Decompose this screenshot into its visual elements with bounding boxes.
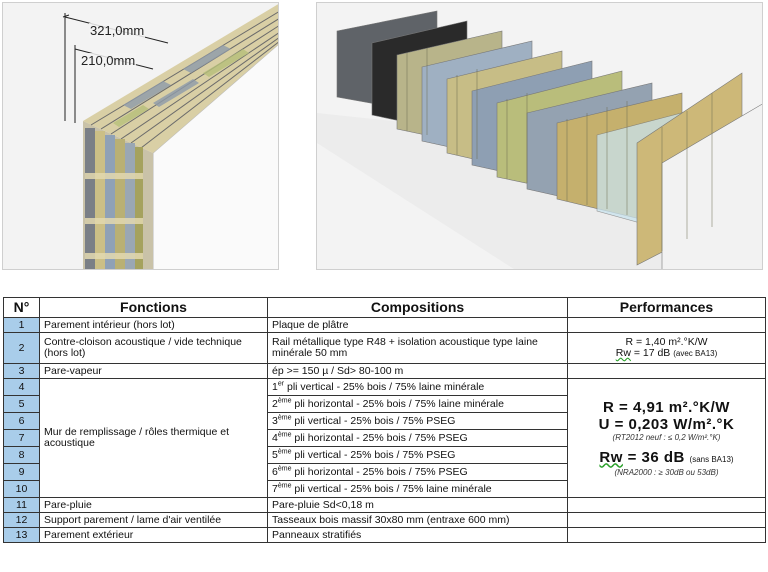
row-performance <box>568 498 766 513</box>
row-composition: 7ème pli vertical - 25% bois / 75% laine minérale <box>268 481 568 498</box>
perf-mur-rw-value: = 36 dB <box>622 448 690 466</box>
row-performance <box>568 333 766 364</box>
row-number: 2 <box>4 333 40 364</box>
mur-fonction: Mur de remplissage / rôles thermique et acoustique <box>40 379 268 498</box>
row-performance <box>568 364 766 379</box>
row-performance <box>568 513 766 528</box>
header-fonctions: Fonctions <box>40 298 268 318</box>
perf-nra-note: (NRA2000 : ≥ 30dB ou 53dB) <box>614 467 719 477</box>
row-fonction: Parement extérieur <box>40 528 268 543</box>
table-row <box>4 318 766 333</box>
row-number: 11 <box>4 498 40 513</box>
row-composition: 1er pli vertical - 25% bois / 75% laine minérale <box>268 379 568 396</box>
header-compositions: Compositions <box>268 298 568 318</box>
dimension-outer-label: 321,0mm <box>90 23 145 38</box>
row-number: 13 <box>4 528 40 543</box>
mur-performance <box>568 379 766 498</box>
row-fonction: Contre-cloison acoustique / vide technique (hors lot) <box>40 333 268 364</box>
perf-mur-rw-note: (sans BA13) <box>689 454 734 464</box>
table-row <box>4 513 766 528</box>
row-number: 4 <box>4 379 40 396</box>
perf-mur-rw-line <box>572 449 761 468</box>
row-composition: Tasseaux bois massif 30x80 mm (entraxe 600 mm) <box>268 513 568 528</box>
perf-r-value: R = 1,40 m².°K/W <box>625 336 708 348</box>
row-composition: Pare-pluie Sd<0,18 m <box>268 498 568 513</box>
row-composition: Plaque de plâtre <box>268 318 568 333</box>
row-number: 10 <box>4 481 40 498</box>
perf-rt-note: (RT2012 neuf : ≤ 0,2 W/m².°K) <box>612 432 721 442</box>
table-row <box>4 498 766 513</box>
row-number: 5 <box>4 396 40 413</box>
wall-section-illustration <box>2 2 279 270</box>
row-performance <box>568 528 766 543</box>
row-number: 7 <box>4 430 40 447</box>
table-row <box>4 333 766 364</box>
exploded-layers-drawing <box>317 3 763 270</box>
row-composition: ép >= 150 µ / Sd> 80-100 m <box>268 364 568 379</box>
table-row <box>4 379 766 396</box>
perf-mur-rw-label: Rw <box>599 448 623 466</box>
table-row <box>4 528 766 543</box>
row-composition: 6ème pli horizontal - 25% bois / 75% PSEG <box>268 464 568 481</box>
row-fonction: Support parement / lame d'air ventilée <box>40 513 268 528</box>
table-header-row <box>4 298 766 318</box>
row-composition: 3ème pli vertical - 25% bois / 75% PSEG <box>268 413 568 430</box>
exploded-layers-illustration <box>316 2 763 270</box>
row-composition: 4ème pli horizontal - 25% bois / 75% PSEG <box>268 430 568 447</box>
row-number: 12 <box>4 513 40 528</box>
perf-rw-note: (avec BA13) <box>673 349 718 358</box>
wall-section-drawing <box>3 3 279 270</box>
perf-rw-value: = 17 dB <box>630 347 674 359</box>
composition-table <box>3 297 766 543</box>
perf-mur-u: U = 0,203 W/m².°K <box>598 415 735 433</box>
row-performance <box>568 318 766 333</box>
row-composition: 2ème pli horizontal - 25% bois / 75% laine minérale <box>268 396 568 413</box>
row-composition: 5ème pli vertical - 25% bois / 75% PSEG <box>268 447 568 464</box>
row-number: 1 <box>4 318 40 333</box>
row-number: 3 <box>4 364 40 379</box>
perf-rw-line <box>572 348 761 359</box>
perf-mur-r: R = 4,91 m².°K/W <box>603 398 730 416</box>
row-composition: Panneaux stratifiés <box>268 528 568 543</box>
dimension-inner-label: 210,0mm <box>81 53 136 68</box>
row-composition: Rail métallique type R48 + isolation acoustique type laine minérale 50 mm <box>268 333 568 364</box>
row-fonction: Parement intérieur (hors lot) <box>40 318 268 333</box>
table-row <box>4 364 766 379</box>
row-fonction: Pare-vapeur <box>40 364 268 379</box>
header-num: N° <box>4 298 40 318</box>
perf-rw-label: Rw <box>615 347 631 359</box>
row-number: 6 <box>4 413 40 430</box>
header-performances: Performances <box>568 298 766 318</box>
row-number: 8 <box>4 447 40 464</box>
row-fonction: Pare-pluie <box>40 498 268 513</box>
row-number: 9 <box>4 464 40 481</box>
